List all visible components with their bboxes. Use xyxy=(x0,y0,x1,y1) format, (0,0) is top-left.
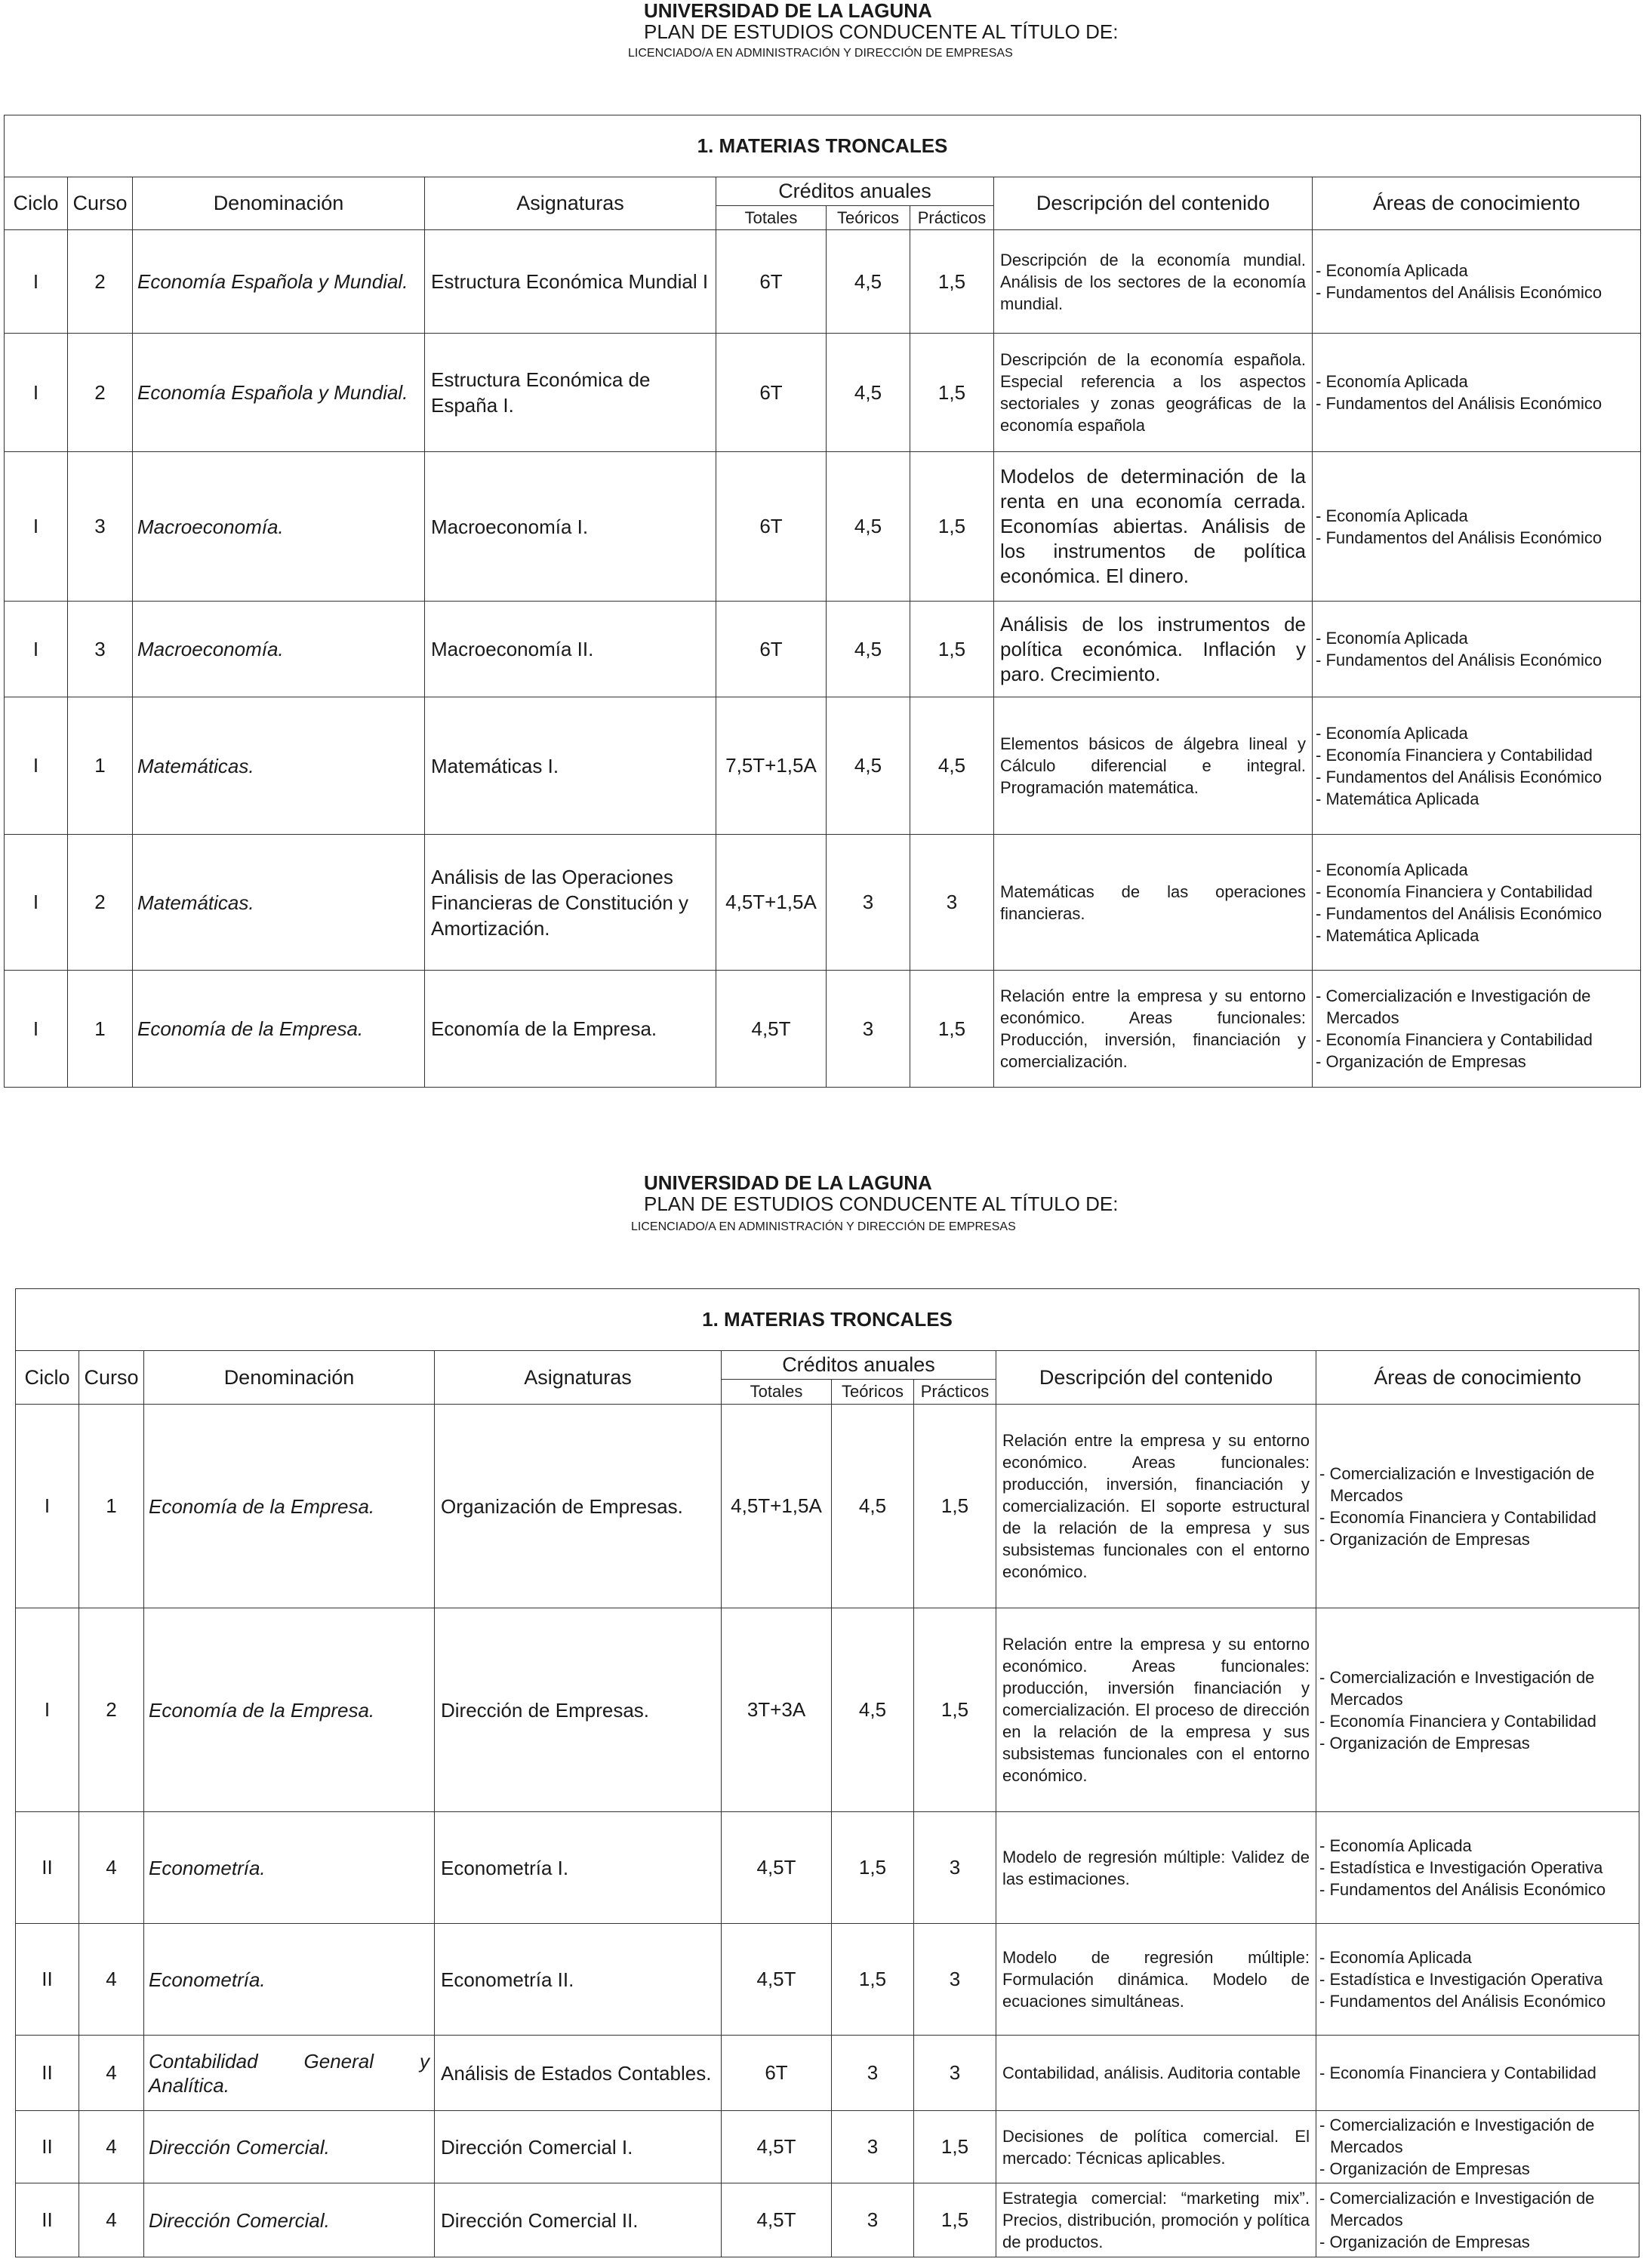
areas-cell xyxy=(1313,334,1641,452)
ciclo-cell: I xyxy=(5,835,68,971)
denominacion-cell: Macroeconomía. xyxy=(133,452,425,602)
practicos-cell: 1,5 xyxy=(914,2111,996,2183)
curso-cell: 4 xyxy=(79,1924,144,2036)
col-teoricos: Teóricos xyxy=(827,206,910,230)
totales-cell: 4,5T+1,5A xyxy=(716,835,827,971)
section-title: 1. MATERIAS TRONCALES xyxy=(5,115,1641,177)
practicos-cell: 3 xyxy=(910,835,994,971)
col-ciclo: Ciclo xyxy=(16,1351,79,1405)
ciclo-cell: II xyxy=(16,2111,79,2183)
area-item: - Fundamentos del Análisis Económico xyxy=(1319,1992,1606,2011)
teoricos-cell: 1,5 xyxy=(832,1924,914,2036)
practicos-cell: 1,5 xyxy=(910,602,994,697)
asignatura-cell: Análisis de Estados Contables. xyxy=(435,2036,722,2111)
area-item: - Economía Aplicada xyxy=(1316,261,1468,280)
curso-cell: 4 xyxy=(79,1812,144,1924)
areas-cell xyxy=(1313,835,1641,971)
ciclo-cell: I xyxy=(5,697,68,835)
curso-cell: 2 xyxy=(68,230,133,334)
ciclo-cell: I xyxy=(5,230,68,334)
asignatura-cell: Estructura Económica de España I. xyxy=(425,334,716,452)
area-item: - Economía Financiera y Contabilidad xyxy=(1316,745,1593,765)
area-item: - Economía Aplicada xyxy=(1316,629,1468,648)
col-creditos: Créditos anuales xyxy=(716,177,994,206)
areas-cell xyxy=(1316,1812,1639,1924)
area-item: - Organización de Empresas xyxy=(1319,2233,1530,2251)
denominacion-cell: Macroeconomía. xyxy=(133,602,425,697)
curso-cell: 1 xyxy=(68,971,133,1088)
col-curso: Curso xyxy=(68,177,133,230)
area-item: - Estadística e Investigación Operativa xyxy=(1319,1858,1603,1877)
areas-cell xyxy=(1316,1608,1639,1812)
teoricos-cell: 3 xyxy=(832,2183,914,2257)
asignatura-cell: Macroeconomía II. xyxy=(425,602,716,697)
asignatura-cell: Economía de la Empresa. xyxy=(425,971,716,1088)
denominacion-cell: Econometría. xyxy=(144,1924,435,2036)
area-item: - Matemática Aplicada xyxy=(1316,925,1479,945)
col-descripcion: Descripción del contenido xyxy=(994,177,1313,230)
teoricos-cell: 4,5 xyxy=(832,1405,914,1608)
area-item: - Fundamentos del Análisis Económico xyxy=(1316,283,1602,302)
descripcion-cell: Descripción de la economía española. Especial referencia a los aspectos sectoriales y zonas geográficas de la economía española xyxy=(994,334,1313,452)
areas-cell xyxy=(1316,1924,1639,2036)
totales-cell: 4,5T xyxy=(722,1924,832,2036)
practicos-cell: 1,5 xyxy=(914,2183,996,2257)
table-row xyxy=(5,835,1641,971)
col-totales: Totales xyxy=(716,206,827,230)
page-2-header xyxy=(644,1172,1118,1214)
col-ciclo: Ciclo xyxy=(5,177,68,230)
descripcion-cell: Relación entre la empresa y su entorno económico. Areas funcionales: producción, inversión, financiación y comercialización. El soporte estructural de la relación de la empresa y sus subsistemas funcionales con el entorno económico. xyxy=(996,1405,1316,1608)
areas-cell xyxy=(1313,971,1641,1088)
area-item: - Fundamentos del Análisis Económico xyxy=(1316,528,1602,547)
ciclo-cell: I xyxy=(5,602,68,697)
table-row xyxy=(16,2036,1639,2111)
totales-cell: 6T xyxy=(716,452,827,602)
ciclo-cell: II xyxy=(16,2183,79,2257)
area-item: - Comercialización e Investigación de Mercados xyxy=(1319,1667,1595,1709)
col-totales: Totales xyxy=(722,1380,832,1405)
table-row xyxy=(16,1405,1639,1608)
area-item: - Comercialización e Investigación de Mercados xyxy=(1319,2116,1595,2156)
ciclo-cell: I xyxy=(5,452,68,602)
totales-cell: 7,5T+1,5A xyxy=(716,697,827,835)
table-row xyxy=(16,1924,1639,2036)
ciclo-cell: I xyxy=(5,334,68,452)
area-item: - Fundamentos del Análisis Económico xyxy=(1316,394,1602,413)
col-denominacion: Denominación xyxy=(144,1351,435,1405)
area-item: - Organización de Empresas xyxy=(1319,1733,1530,1753)
totales-cell: 3T+3A xyxy=(722,1608,832,1812)
practicos-cell: 1,5 xyxy=(910,334,994,452)
asignatura-cell: Macroeconomía I. xyxy=(425,452,716,602)
area-item: - Economía Financiera y Contabilidad xyxy=(1319,2063,1596,2082)
asignatura-cell: Organización de Empresas. xyxy=(435,1405,722,1608)
curso-cell: 2 xyxy=(68,835,133,971)
totales-cell: 4,5T xyxy=(722,2183,832,2257)
asignatura-cell: Dirección Comercial I. xyxy=(435,2111,722,2183)
curso-cell: 4 xyxy=(79,2111,144,2183)
totales-cell: 4,5T xyxy=(722,1812,832,1924)
denominacion-cell: Dirección Comercial. xyxy=(144,2111,435,2183)
totales-cell: 4,5T+1,5A xyxy=(722,1405,832,1608)
col-areas: Áreas de conocimiento xyxy=(1316,1351,1639,1405)
area-item: - Economía Aplicada xyxy=(1319,1948,1472,1967)
area-item: - Estadística e Investigación Operativa xyxy=(1319,1970,1603,1989)
teoricos-cell: 1,5 xyxy=(832,1812,914,1924)
asignatura-cell: Econometría I. xyxy=(435,1812,722,1924)
curso-cell: 3 xyxy=(68,602,133,697)
area-item: - Economía Financiera y Contabilidad xyxy=(1319,1507,1596,1527)
teoricos-cell: 3 xyxy=(827,971,910,1088)
degree-title-box: LICENCIADO/A EN ADMINISTRACIÓN Y DIRECCIÓN DE EMPRESAS xyxy=(631,1220,1016,1233)
table-row xyxy=(5,334,1641,452)
area-item: - Economía Aplicada xyxy=(1316,372,1468,391)
practicos-cell: 3 xyxy=(914,1924,996,2036)
areas-cell xyxy=(1316,2111,1639,2183)
col-creditos: Créditos anuales xyxy=(722,1351,996,1380)
col-curso: Curso xyxy=(79,1351,144,1405)
curso-cell: 2 xyxy=(68,334,133,452)
denominacion-cell: Econometría. xyxy=(144,1812,435,1924)
teoricos-cell: 3 xyxy=(827,835,910,971)
university-name: UNIVERSIDAD DE LA LAGUNA xyxy=(644,1171,932,1194)
practicos-cell: 1,5 xyxy=(910,452,994,602)
practicos-cell: 3 xyxy=(914,2036,996,2111)
areas-cell xyxy=(1313,602,1641,697)
area-item: - Economía Financiera y Contabilidad xyxy=(1316,882,1593,901)
area-item: - Economía Financiera y Contabilidad xyxy=(1316,1030,1593,1049)
denominacion-cell: Economía de la Empresa. xyxy=(144,1405,435,1608)
teoricos-cell: 4,5 xyxy=(827,230,910,334)
page-1-header xyxy=(644,0,1118,42)
col-asignaturas: Asignaturas xyxy=(435,1351,722,1405)
area-item: - Economía Aplicada xyxy=(1316,860,1468,879)
area-item: - Comercialización e Investigación de Mercados xyxy=(1316,986,1591,1027)
descripcion-cell: Elementos básicos de álgebra lineal y Cálculo diferencial e integral. Programación matemática. xyxy=(994,697,1313,835)
practicos-cell: 1,5 xyxy=(914,1405,996,1608)
university-name: UNIVERSIDAD DE LA LAGUNA xyxy=(644,0,932,22)
asignatura-cell: Estructura Económica Mundial I xyxy=(425,230,716,334)
ciclo-cell: I xyxy=(5,971,68,1088)
denominacion-cell: Matemáticas. xyxy=(133,835,425,971)
practicos-cell: 1,5 xyxy=(910,230,994,334)
curso-cell: 2 xyxy=(79,1608,144,1812)
areas-cell xyxy=(1313,230,1641,334)
col-areas: Áreas de conocimiento xyxy=(1313,177,1641,230)
descripcion-cell: Análisis de los instrumentos de política económica. Inflación y paro. Crecimiento. xyxy=(994,602,1313,697)
denominacion-cell: Matemáticas. xyxy=(133,697,425,835)
descripcion-cell: Estrategia comercial: “marketing mix”. Precios, distribución, promoción y política de productos. xyxy=(996,2183,1316,2257)
teoricos-cell: 4,5 xyxy=(827,334,910,452)
ciclo-cell: II xyxy=(16,2036,79,2111)
denominacion-cell: Economía de la Empresa. xyxy=(144,1608,435,1812)
denominacion-cell: Economía de la Empresa. xyxy=(133,971,425,1088)
table-row xyxy=(16,2183,1639,2257)
practicos-cell: 1,5 xyxy=(910,971,994,1088)
area-item: - Fundamentos del Análisis Económico xyxy=(1319,1880,1606,1899)
areas-cell xyxy=(1316,1405,1639,1608)
asignatura-cell: Dirección de Empresas. xyxy=(435,1608,722,1812)
ciclo-cell: I xyxy=(16,1608,79,1812)
table-row xyxy=(5,697,1641,835)
areas-cell xyxy=(1313,697,1641,835)
practicos-cell: 3 xyxy=(914,1812,996,1924)
teoricos-cell: 4,5 xyxy=(827,452,910,602)
denominacion-cell: Dirección Comercial. xyxy=(144,2183,435,2257)
denominacion-cell: Economía Española y Mundial. xyxy=(133,230,425,334)
totales-cell: 6T xyxy=(722,2036,832,2111)
denominacion-cell: Contabilidad General y Analítica. xyxy=(144,2036,435,2111)
table-row xyxy=(16,2111,1639,2183)
descripcion-cell: Modelo de regresión múltiple: Validez de las estimaciones. xyxy=(996,1812,1316,1924)
plan-caption: PLAN DE ESTUDIOS CONDUCENTE AL TÍTULO DE: xyxy=(644,20,1119,43)
asignatura-cell: Dirección Comercial II. xyxy=(435,2183,722,2257)
asignatura-cell: Análisis de las Operaciones Financieras de Constitución y Amortización. xyxy=(425,835,716,971)
descripcion-cell: Descripción de la economía mundial. Análisis de los sectores de la economía mundial. xyxy=(994,230,1313,334)
degree-title-box: LICENCIADO/A EN ADMINISTRACIÓN Y DIRECCIÓN DE EMPRESAS xyxy=(628,47,1013,60)
practicos-cell: 1,5 xyxy=(914,1608,996,1812)
table-row xyxy=(5,971,1641,1088)
col-descripcion: Descripción del contenido xyxy=(996,1351,1316,1405)
areas-cell xyxy=(1313,452,1641,602)
teoricos-cell: 3 xyxy=(832,2111,914,2183)
area-item: - Economía Aplicada xyxy=(1316,506,1468,525)
curso-cell: 3 xyxy=(68,452,133,602)
area-item: - Fundamentos del Análisis Económico xyxy=(1316,767,1602,786)
table-row xyxy=(5,452,1641,602)
area-item: - Matemática Aplicada xyxy=(1316,789,1479,808)
totales-cell: 4,5T xyxy=(722,2111,832,2183)
descripcion-cell: Modelo de regresión múltiple: Formulación dinámica. Modelo de ecuaciones simultáneas. xyxy=(996,1924,1316,2036)
descripcion-cell: Matemáticas de las operaciones financieras. xyxy=(994,835,1313,971)
areas-cell xyxy=(1316,2183,1639,2257)
totales-cell: 6T xyxy=(716,602,827,697)
col-teoricos: Teóricos xyxy=(832,1380,914,1405)
ciclo-cell: I xyxy=(16,1405,79,1608)
ciclo-cell: II xyxy=(16,1924,79,2036)
page-2-table xyxy=(15,1288,1639,2257)
descripcion-cell: Relación entre la empresa y su entorno económico. Areas funcionales: producción, inversión financiación y comercialización. El proceso de dirección en la relación de la empresa y sus subsistemas funcionales con el entorno económico. xyxy=(996,1608,1316,1812)
area-item: - Fundamentos del Análisis Económico xyxy=(1316,903,1602,923)
teoricos-cell: 4,5 xyxy=(832,1608,914,1812)
area-item: - Economía Aplicada xyxy=(1319,1836,1472,1855)
curso-cell: 4 xyxy=(79,2183,144,2257)
col-asignaturas: Asignaturas xyxy=(425,177,716,230)
area-item: - Comercialización e Investigación de Mercados xyxy=(1319,2189,1595,2230)
area-item: - Economía Aplicada xyxy=(1316,723,1468,743)
plan-caption: PLAN DE ESTUDIOS CONDUCENTE AL TÍTULO DE: xyxy=(644,1192,1119,1215)
teoricos-cell: 4,5 xyxy=(827,602,910,697)
descripcion-cell: Contabilidad, análisis. Auditoria contable xyxy=(996,2036,1316,2111)
descripcion-cell: Relación entre la empresa y su entorno económico. Areas funcionales: Producción, inversión, financiación y comercialización. xyxy=(994,971,1313,1088)
descripcion-cell: Modelos de determinación de la renta en una economía cerrada. Economías abiertas. Análisis de los instrumentos de política económica. El dinero. xyxy=(994,452,1313,602)
area-item: - Organización de Empresas xyxy=(1319,2159,1530,2178)
area-item: - Economía Financiera y Contabilidad xyxy=(1319,1711,1596,1731)
totales-cell: 6T xyxy=(716,230,827,334)
table-row xyxy=(5,230,1641,334)
ciclo-cell: II xyxy=(16,1812,79,1924)
teoricos-cell: 4,5 xyxy=(827,697,910,835)
area-item: - Organización de Empresas xyxy=(1319,1529,1530,1549)
area-item: - Fundamentos del Análisis Económico xyxy=(1316,651,1602,669)
curso-cell: 1 xyxy=(79,1405,144,1608)
totales-cell: 6T xyxy=(716,334,827,452)
area-item: - Comercialización e Investigación de Mercados xyxy=(1319,1463,1595,1505)
area-item: - Organización de Empresas xyxy=(1316,1052,1526,1071)
totales-cell: 4,5T xyxy=(716,971,827,1088)
section-title: 1. MATERIAS TRONCALES xyxy=(16,1289,1639,1351)
practicos-cell: 4,5 xyxy=(910,697,994,835)
col-denominacion: Denominación xyxy=(133,177,425,230)
table-row xyxy=(16,1608,1639,1812)
descripcion-cell: Decisiones de política comercial. El mercado: Técnicas aplicables. xyxy=(996,2111,1316,2183)
areas-cell xyxy=(1316,2036,1639,2111)
table-row xyxy=(16,1812,1639,1924)
teoricos-cell: 3 xyxy=(832,2036,914,2111)
col-practicos: Prácticos xyxy=(910,206,994,230)
col-practicos: Prácticos xyxy=(914,1380,996,1405)
curso-cell: 4 xyxy=(79,2036,144,2111)
page-1-table xyxy=(4,115,1641,1088)
denominacion-cell: Economía Española y Mundial. xyxy=(133,334,425,452)
table-row xyxy=(5,602,1641,697)
curso-cell: 1 xyxy=(68,697,133,835)
asignatura-cell: Matemáticas I. xyxy=(425,697,716,835)
asignatura-cell: Econometría II. xyxy=(435,1924,722,2036)
